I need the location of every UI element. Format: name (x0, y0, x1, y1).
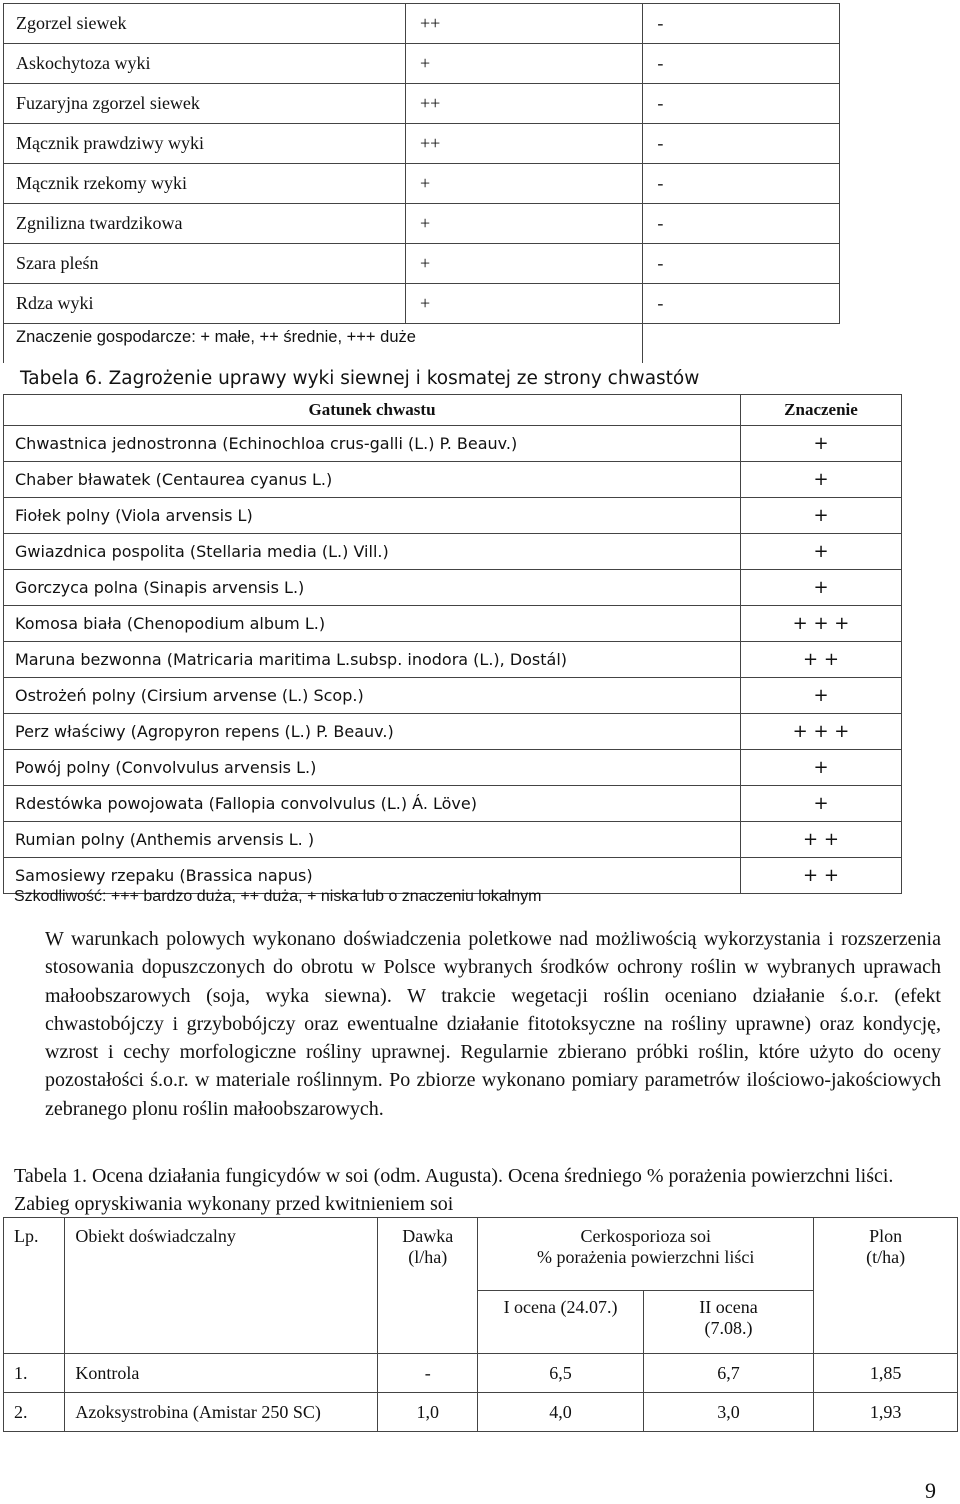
disease-name: Mącznik prawdziwy wyki (4, 124, 406, 164)
disease-name: Rdza wyki (4, 284, 406, 324)
table-row (4, 714, 902, 750)
table-row (4, 822, 902, 858)
disease-name: Askochytoza wyki (4, 44, 406, 84)
page-number: 9 (925, 1478, 936, 1503)
header-weed-species: Gatunek chwastu (4, 395, 741, 426)
table-row (4, 498, 902, 534)
cell-object: Kontrola (65, 1354, 378, 1393)
header-dose (378, 1218, 478, 1354)
disease-name: Fuzaryjna zgorzel siewek (4, 84, 406, 124)
table-row (4, 124, 840, 164)
cell-assessment-1: 4,0 (478, 1393, 644, 1432)
harmfulness-note: Szkodliwość: +++ bardzo duża, ++ duża, + niska lub o znaczeniu lokalnym (14, 888, 542, 905)
cell-object: Azoksystrobina (Amistar 250 SC) (65, 1393, 378, 1432)
header-dose-line2: (l/ha) (408, 1247, 448, 1267)
disease-value-b: - (643, 244, 840, 284)
cell-assessment-1: 6,5 (478, 1354, 644, 1393)
table-row (4, 1393, 958, 1432)
disease-value-a: + (405, 44, 642, 84)
header-cercospora-line2: % porażenia powierzchni liści (537, 1247, 755, 1267)
paragraph-text: W warunkach polowych wykonano doświadczenia poletkowe nad możliwością wykorzystania i rozszerzenia stosowania dopuszczonych do obrotu w Polsce wybranych środków ochrony roślin w wybranych uprawach małoobszarowych (soja, wyka siewna). W trakcie wegetacji roślin oceniano działanie ś.o.r. (efekt chwastobójczy i grzybobójczy oraz ewentualne działanie fitotoksyczne na rośliny uprawne) oraz kondycję, wzrost i cechy morfologiczne rośliny uprawnej. Regularnie zbierano próbki roślin, które użyto do oceny pozostałości ś.o.r. w materiale roślinnym. Po zbiorze wykonano pomiary parametrów ilościowo-jakościowych zebranego plonu roślin małoobszarowych. (45, 928, 941, 1120)
weed-significance: + (741, 750, 902, 786)
weed-significance: + (741, 426, 902, 462)
weed-significance: + + (741, 822, 902, 858)
header-assessment-2-line1: II ocena (699, 1297, 758, 1317)
table1-caption: Tabela 1. Ocena działania fungicydów w soi (odm. Augusta). Ocena średniego % porażenia powierzchni liści. Zabieg opryskiwania wykonany przed kwitnieniem soi (14, 1165, 894, 1215)
weed-name: Gorczyca polna (Sinapis arvensis L.) (4, 570, 741, 606)
empty-cell (643, 324, 840, 364)
cell-assessment-2: 3,0 (643, 1393, 813, 1432)
weed-significance: + + + (741, 714, 902, 750)
table-row (4, 164, 840, 204)
weed-name: Rumian polny (Anthemis arvensis L. ) (4, 822, 741, 858)
weed-significance: + (741, 678, 902, 714)
table-row (4, 324, 840, 364)
table-row (4, 642, 902, 678)
fungicide-table (3, 1217, 958, 1432)
disease-value-b: - (643, 44, 840, 84)
weed-significance: + + + (741, 606, 902, 642)
table-row (4, 462, 902, 498)
disease-value-b: - (643, 164, 840, 204)
disease-name: Zgorzel siewek (4, 4, 406, 44)
weed-name: Gwiazdnica pospolita (Stellaria media (L.) Vill.) (4, 534, 741, 570)
weed-name: Perz właściwy (Agropyron repens (L.) P. Beauv.) (4, 714, 741, 750)
cell-dose: - (378, 1354, 478, 1393)
weed-significance: + (741, 570, 902, 606)
weed-name: Komosa biała (Chenopodium album L.) (4, 606, 741, 642)
header-dose-line1: Dawka (402, 1226, 454, 1246)
cell-lp: 2. (4, 1393, 65, 1432)
weed-significance: + (741, 534, 902, 570)
table-row (4, 534, 902, 570)
table-header-row (4, 1218, 958, 1291)
cell-yield: 1,85 (814, 1354, 958, 1393)
weed-significance: + + (741, 858, 902, 894)
disease-value-a: + (405, 244, 642, 284)
header-assessment-2 (643, 1291, 813, 1354)
disease-value-a: ++ (405, 84, 642, 124)
disease-name: Zgnilizna twardzikowa (4, 204, 406, 244)
paragraph-number (14, 925, 45, 953)
weed-name: Chaber bławatek (Centaurea cyanus L.) (4, 462, 741, 498)
header-assessment-2-line2: (7.08.) (704, 1318, 753, 1338)
header-cercospora-line1: Cerkosporioza soi (580, 1226, 711, 1246)
weed-significance: + (741, 786, 902, 822)
weed-name: Chwastnica jednostronna (Echinochloa crus-galli (L.) P. Beauv.) (4, 426, 741, 462)
header-yield-line1: Plon (869, 1226, 903, 1246)
disease-value-b: - (643, 284, 840, 324)
weed-name: Powój polny (Convolvulus arvensis L.) (4, 750, 741, 786)
header-yield-line2: (t/ha) (866, 1247, 906, 1267)
disease-value-b: - (643, 4, 840, 44)
weed-name: Samosiewy rzepaku (Brassica napus) (4, 858, 741, 894)
table-header-row (4, 395, 902, 426)
disease-value-a: + (405, 204, 642, 244)
disease-name: Mącznik rzekomy wyki (4, 164, 406, 204)
table-row (4, 204, 840, 244)
table-row (4, 786, 902, 822)
header-assessment-1: I ocena (24.07.) (478, 1291, 644, 1354)
table-row (4, 606, 902, 642)
header-significance: Znaczenie (741, 395, 902, 426)
disease-table (3, 3, 840, 363)
weed-name: Maruna bezwonna (Matricaria maritima L.subsp. inodora (L.), Dostál) (4, 642, 741, 678)
disease-table-note: Znaczenie gospodarcze: + małe, ++ średnie, +++ duże (4, 324, 643, 364)
header-cercospora (478, 1218, 814, 1291)
table-row (4, 4, 840, 44)
weeds-table (3, 394, 902, 894)
weed-name: Fiołek polny (Viola arvensis L) (4, 498, 741, 534)
cell-assessment-2: 6,7 (643, 1354, 813, 1393)
table-row (4, 678, 902, 714)
disease-name: Szara pleśn (4, 244, 406, 284)
table-row (4, 84, 840, 124)
section-paragraph (14, 925, 941, 1123)
cell-dose: 1,0 (378, 1393, 478, 1432)
table-row (4, 44, 840, 84)
header-lp: Lp. (4, 1218, 65, 1354)
disease-value-b: - (643, 84, 840, 124)
header-object: Obiekt doświadczalny (65, 1218, 378, 1354)
table-row (4, 284, 840, 324)
table-row (4, 244, 840, 284)
disease-value-b: - (643, 124, 840, 164)
table-row (4, 570, 902, 606)
disease-value-a: + (405, 164, 642, 204)
cell-lp: 1. (4, 1354, 65, 1393)
table-row (4, 426, 902, 462)
weed-name: Ostrożeń polny (Cirsium arvense (L.) Scop.) (4, 678, 741, 714)
table6-caption: Tabela 6. Zagrożenie uprawy wyki siewnej i kosmatej ze strony chwastów (20, 368, 700, 389)
table-row (4, 750, 902, 786)
disease-value-a: + (405, 284, 642, 324)
weed-significance: + (741, 498, 902, 534)
cell-yield: 1,93 (814, 1393, 958, 1432)
weed-significance: + (741, 462, 902, 498)
header-yield (814, 1218, 958, 1354)
disease-value-b: - (643, 204, 840, 244)
disease-value-a: ++ (405, 124, 642, 164)
disease-value-a: ++ (405, 4, 642, 44)
table-row (4, 1354, 958, 1393)
weed-name: Rdestówka powojowata (Fallopia convolvulus (L.) Á. Löve) (4, 786, 741, 822)
weed-significance: + + (741, 642, 902, 678)
